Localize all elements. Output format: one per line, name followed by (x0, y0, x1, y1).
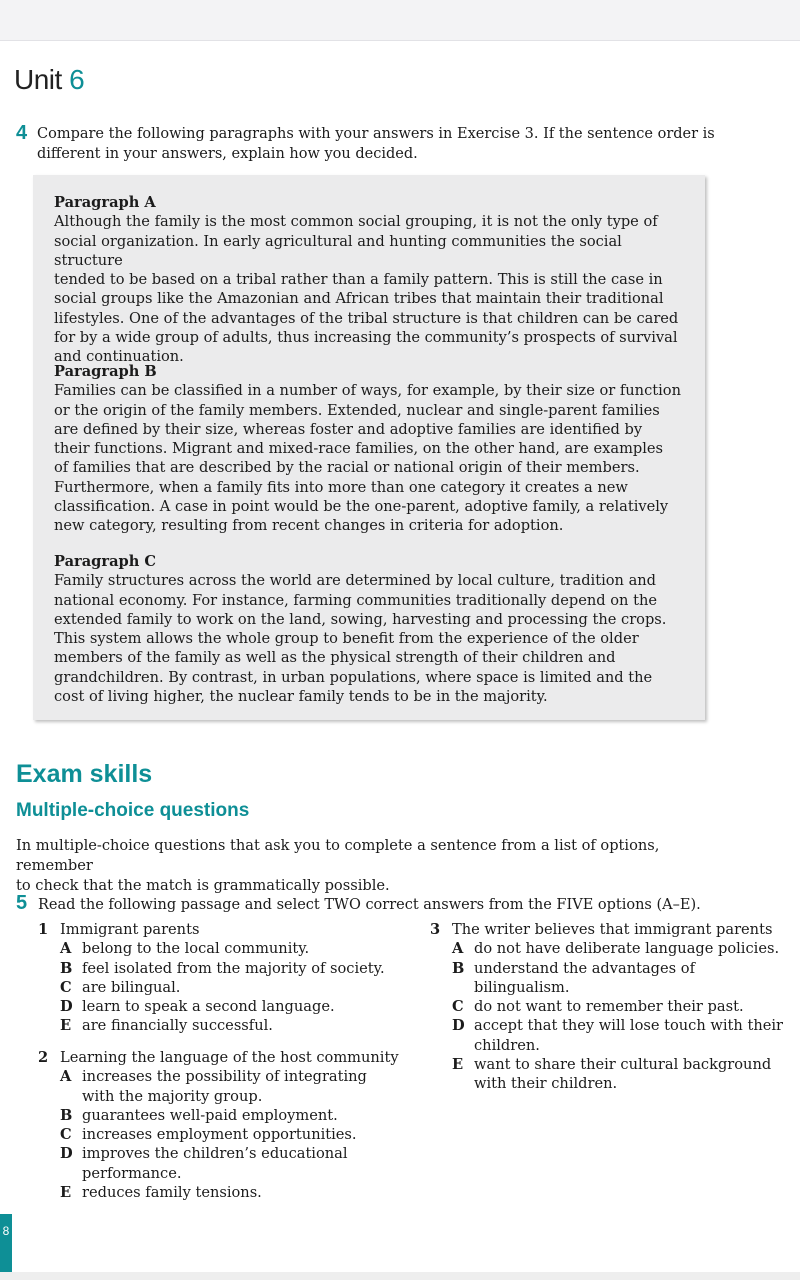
option-text: belong to the local community. (82, 940, 310, 958)
option-text: with the majority group. (82, 1087, 263, 1105)
paragraph-line: national economy. For instance, farming communities traditionally depend on the (54, 591, 657, 609)
option-e[interactable] (38, 1016, 418, 1035)
paragraph-line: members of the family as well as the physical strength of their children and (54, 649, 616, 667)
paragraph-c (54, 552, 694, 706)
option-text: do not have deliberate language policies. (474, 940, 780, 958)
option-letter: B (452, 959, 465, 977)
paragraph-line: social groups like the Amazonian and African tribes that maintain their traditional (54, 290, 664, 308)
unit-title (14, 64, 84, 96)
option-text: children. (474, 1036, 540, 1054)
exam-tip (16, 836, 736, 896)
question-1 (38, 920, 418, 1036)
paragraph-b (54, 362, 694, 536)
exam-skills-title: Exam skills (16, 760, 153, 788)
paragraph-line: or the origin of the family members. Extended, nuclear and single-parent families (54, 401, 660, 419)
exercise-4-instruction (37, 124, 737, 164)
question-stem (38, 920, 418, 939)
option-letter: E (452, 1056, 464, 1074)
paragraph-line: of families that are described by the racial or national origin of their members. (54, 459, 640, 477)
option-text: feel isolated from the majority of society. (82, 959, 385, 977)
option-text: learn to speak a second language. (82, 998, 335, 1016)
paragraph-line: social organization. In early agricultural and hunting communities the social structure (54, 232, 622, 269)
paragraph-heading: Paragraph A (54, 194, 156, 211)
instruction-line: different in your answers, explain how you decided. (37, 146, 418, 162)
option-c[interactable] (38, 1125, 418, 1144)
option-text: improves the children’s educational (82, 1145, 348, 1163)
option-text: are bilingual. (82, 978, 181, 996)
paragraph-line: cost of living higher, the nuclear family tends to be in the majority. (54, 688, 548, 706)
option-letter: A (452, 940, 464, 958)
stem-text: Immigrant parents (60, 921, 200, 938)
unit-word: Unit (14, 64, 62, 95)
question-number: 3 (430, 921, 441, 938)
option-e[interactable] (38, 1183, 418, 1202)
paragraph-line: classification. A case in point would be the one-parent, adoptive family, a relatively (54, 498, 669, 516)
option-d[interactable] (38, 1144, 418, 1183)
tip-line: In multiple-choice questions that ask you to complete a sentence from a list of options, remember (16, 837, 660, 874)
option-letter: C (60, 978, 72, 996)
option-text: reduces family tensions. (82, 1184, 262, 1202)
paragraph-line: their functions. Migrant and mixed-race families, on the other hand, are examples (54, 440, 664, 458)
option-text: increases the possibility of integrating (82, 1068, 367, 1086)
option-b[interactable] (38, 959, 418, 978)
exercise-5-number: 5 (16, 892, 28, 914)
option-letter: E (60, 1184, 72, 1202)
option-letter: D (60, 1145, 73, 1163)
option-letter: C (60, 1126, 72, 1144)
option-a[interactable] (38, 939, 418, 958)
stem-text: Learning the language of the host community (60, 1049, 399, 1066)
question-number: 1 (38, 921, 49, 938)
question-3 (430, 920, 796, 1094)
paragraph-heading: Paragraph B (54, 363, 157, 380)
option-letter: B (60, 959, 73, 977)
paragraph-line: Family structures across the world are determined by local culture, tradition and (54, 572, 657, 590)
option-d[interactable] (38, 997, 418, 1016)
paragraph-line: extended family to work on the land, sowing, harvesting and processing the crops. (54, 610, 667, 628)
stem-text: The writer believes that immigrant parents (452, 921, 773, 938)
question-2 (38, 1048, 418, 1202)
option-letter: D (452, 1017, 465, 1035)
option-text: do not want to remember their past. (474, 998, 744, 1016)
instruction-line: Compare the following paragraphs with your answers in Exercise 3. If the sentence order is (37, 126, 715, 142)
option-a[interactable] (38, 1067, 418, 1106)
option-text: guarantees well-paid employment. (82, 1106, 338, 1124)
paragraphs-box (33, 175, 705, 720)
option-b[interactable] (38, 1106, 418, 1125)
paragraph-line: This system allows the whole group to benefit from the experience of the older (54, 630, 639, 648)
option-letter: A (60, 1068, 72, 1086)
option-text: understand the advantages of (474, 959, 695, 977)
option-letter: A (60, 940, 72, 958)
option-letter: E (60, 1017, 72, 1035)
option-text: with their children. (474, 1075, 618, 1093)
paragraph-line: lifestyles. One of the advantages of the tribal structure is that children can be cared (54, 309, 679, 327)
paragraph-heading: Paragraph C (54, 553, 157, 570)
option-text: performance. (82, 1164, 182, 1182)
paragraph-line: tended to be based on a tribal rather than a family pattern. This is still the case in (54, 271, 663, 289)
tip-line: to check that the match is grammatically possible. (16, 877, 390, 894)
paragraph-line: and continuation. (54, 348, 184, 366)
exercise-4-number: 4 (16, 122, 28, 144)
paragraph-line: Furthermore, when a family fits into more than one category it creates a new (54, 478, 628, 496)
top-bar (0, 0, 800, 41)
question-stem (38, 1048, 418, 1067)
option-e[interactable] (430, 1055, 796, 1094)
option-a[interactable] (430, 939, 796, 958)
question-stem (430, 920, 796, 939)
option-text: increases employment opportunities. (82, 1126, 357, 1144)
option-text: bilingualism. (474, 978, 570, 996)
page-number: 8 (0, 1214, 12, 1274)
option-text: accept that they will lose touch with their (474, 1017, 783, 1035)
paragraph-line: new category, resulting from recent changes in criteria for adoption. (54, 517, 564, 535)
paragraph-line: for by a wide group of adults, thus increasing the community’s prospects of survival (54, 329, 678, 347)
paragraph-line: Although the family is the most common social grouping, it is not the only type of (54, 213, 658, 231)
option-letter: D (60, 998, 73, 1016)
option-b[interactable] (430, 959, 796, 998)
option-text: want to share their cultural background (474, 1056, 772, 1074)
option-letter: C (452, 998, 464, 1016)
paragraph-line: are defined by their size, whereas foster and adoptive families are identified by (54, 420, 643, 438)
option-letter: B (60, 1106, 73, 1124)
unit-number: 6 (69, 64, 85, 95)
paragraph-line: Families can be classified in a number of ways, for example, by their size or function (54, 382, 681, 400)
option-text: are financially successful. (82, 1017, 273, 1035)
exercise-5-instruction: Read the following passage and select TWO correct answers from the FIVE options (A–E). (38, 897, 701, 913)
paragraph-line: grandchildren. By contrast, in urban populations, where space is limited and the (54, 668, 653, 686)
option-c[interactable] (430, 997, 796, 1016)
paragraph-a (54, 193, 694, 367)
bottom-bar (0, 1272, 800, 1280)
option-d[interactable] (430, 1016, 796, 1055)
question-number: 2 (38, 1049, 49, 1066)
multiple-choice-subtitle: Multiple-choice questions (16, 800, 250, 821)
option-c[interactable] (38, 978, 418, 997)
